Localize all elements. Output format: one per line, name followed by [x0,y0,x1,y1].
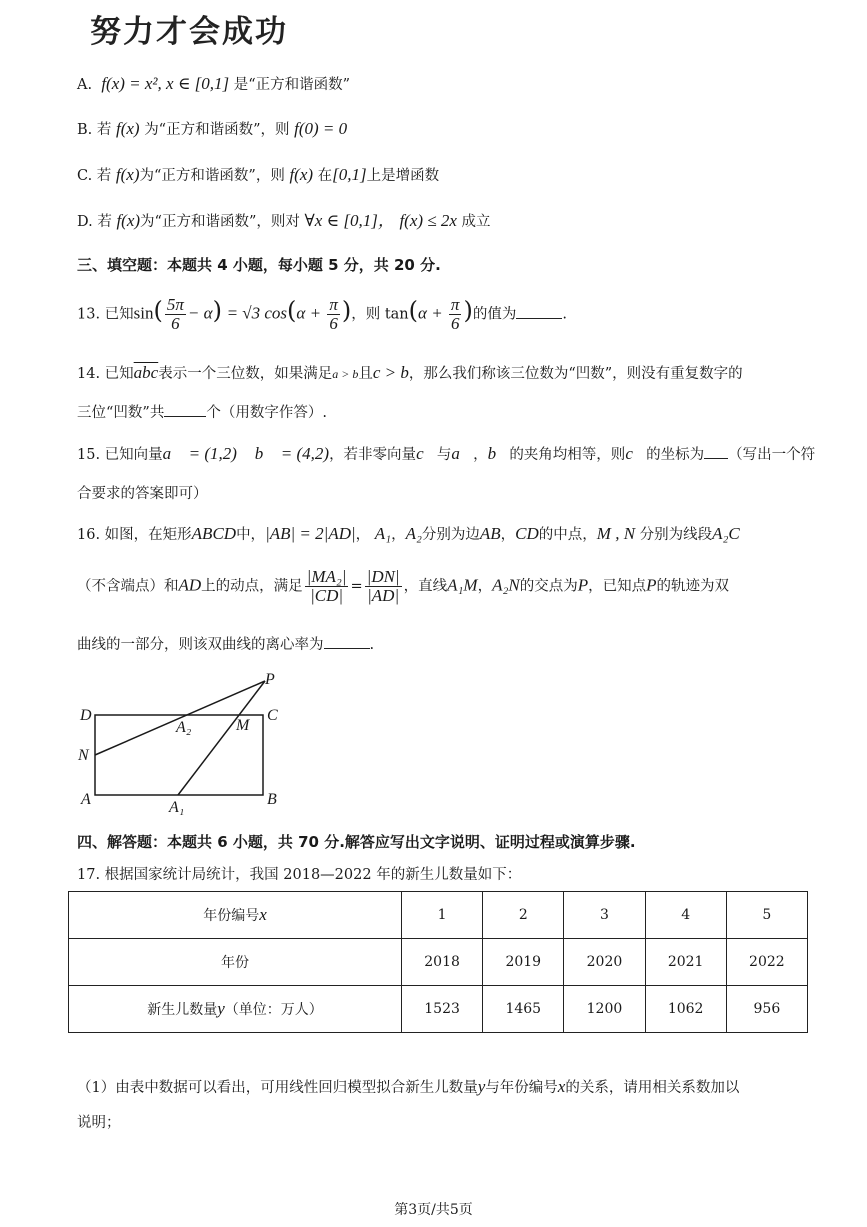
table-cell: 956 [726,986,807,1033]
question-16-line-2: （不含端点）和AD上的动点，满足 $\frac{\text{|MA₂|}}{|CD|}$ = $\frac{|DN|}{|AD|}$ ，直线A₁M，A₂N的交点为P，已知点P的轨迹为双 [77,567,729,605]
option-d: D. 若 f(x)为“正方和谐函数”，则对 ∀x ∈ [0,1]， f(x) ≤ 2x 成立 [77,211,491,230]
answer-blank[interactable] [164,402,206,417]
label-b: B [267,791,277,808]
question-14-line-2: 三位“凹数”共 个（用数字作答）. [77,402,327,424]
row-header-code: 年份编号x [69,892,402,939]
row-header-year: 年份 [69,939,402,986]
table-cell: 4 [645,892,726,939]
row-header-births: 新生儿数量y（单位：万人） [69,986,402,1033]
option-c: C. 若 f(x)为“正方和谐函数”，则 f(x) 在[0,1]上是增函数 [77,165,440,184]
table-cell: 2022 [726,939,807,986]
question-16-line-1: 16. 如图，在矩形ABCD中，|AB| = 2|AD|， A₁，A₂分别为边AB，CD的中点，M , N 分别为线段A₂C [77,524,740,543]
label-a1: A₁ [169,799,185,816]
table-row [69,939,808,986]
label-c: C [267,707,278,724]
table-row [69,892,808,939]
label-n: N [78,747,89,764]
table-cell: 2019 [483,939,564,986]
question-15-line-1: 15. 已知向量a⃗ = (1,2)， b⃗ = (4,2)，若非零向量c⃗与a⃗，b⃗的夹角均相等，则c⃗的坐标为 （写出一个符 [77,444,816,463]
answer-blank[interactable] [516,304,562,319]
table-cell: 1 [402,892,483,939]
question-17-part-1-line-1: （1）由表中数据可以看出，可用线性回归模型拟合新生儿数量y与年份编号x的关系，请用相关系数加以 [77,1077,740,1096]
answer-blank[interactable] [704,444,728,459]
question-17-part-1-line-2: 说明； [77,1115,121,1131]
question-14-line-1: 14. 已知$\overline{abc}$表示一个三位数，如果满足a > b且c > b，那么我们称该三位数为“凹数”，则没有重复数字的 [77,363,743,382]
geometry-figure [70,668,290,818]
section-3-heading: 三、填空题：本题共 4 小题，每小题 5 分，共 20 分. [77,256,441,274]
label-d: D [80,707,92,724]
table-cell: 1523 [402,986,483,1033]
table-cell: 1062 [645,986,726,1033]
table-cell: 1200 [564,986,645,1033]
question-16-line-3: 曲线的一部分，则该双曲线的离心率为 . [77,634,374,656]
label-a2: A₂ [176,719,192,736]
watermark: 努力才会成功 [90,14,288,50]
label-a: A [81,791,91,808]
table-row [69,986,808,1033]
answer-blank[interactable] [324,634,370,649]
table-cell: 2021 [645,939,726,986]
line-a1m [178,681,265,795]
option-b: B. 若 f(x) 为“正方和谐函数”，则 f(0) = 0 [77,119,348,138]
label-m: M [236,717,250,734]
table-cell: 2020 [564,939,645,986]
table-cell: 1465 [483,986,564,1033]
births-table [68,891,808,1033]
label-p: P [265,671,275,688]
question-17: 17. 根据国家统计局统计，我国 2018—2022 年的新生儿数量如下： [77,867,522,883]
table-cell: 3 [564,892,645,939]
question-13: 13. 已知sin( $\frac{5\pi}{6}$ − α) = √3 cos(α + $\frac{\pi}{6}$ )，则 tan(α + $\frac{\pi}{6}$ )的值为 . [77,295,567,333]
option-a: A. f(x) = x², x ∈ [0,1] 是“正方和谐函数” [77,74,351,93]
table-cell: 2 [483,892,564,939]
question-15-line-2: 合要求的答案即可） [77,486,208,502]
table-cell: 2018 [402,939,483,986]
section-4-heading: 四、解答题：本题共 6 小题，共 70 分.解答应写出文字说明、证明过程或演算步骤. [77,833,636,851]
page-footer: 第3页/共5页 [394,1202,473,1218]
table-cell: 5 [726,892,807,939]
